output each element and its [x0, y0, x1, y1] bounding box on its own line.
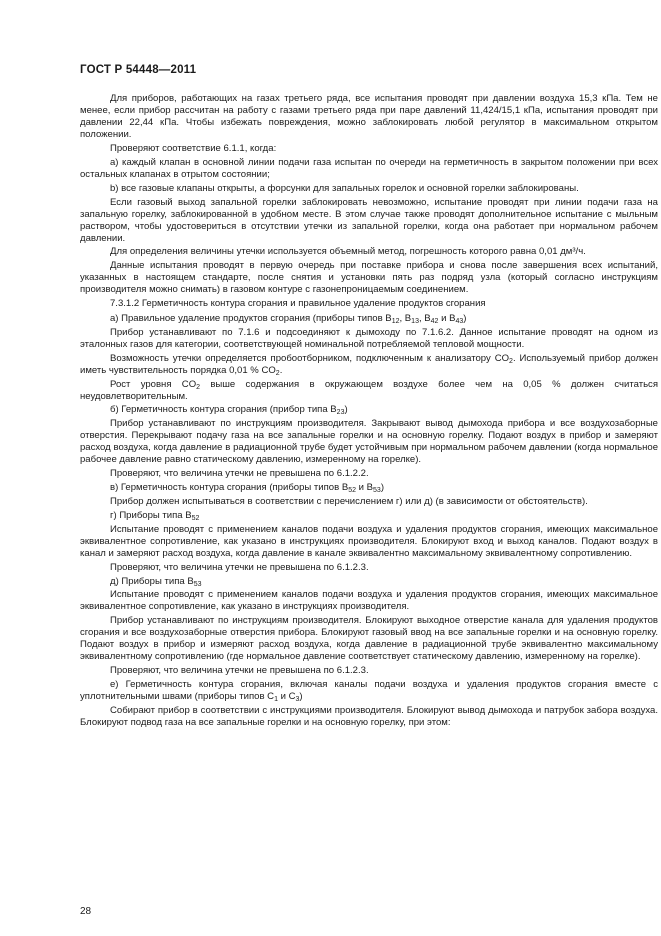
- subsection-heading: в) Герметичность контура сгорания (приборы типов $B_{52}$ и $B_{53}$): [110, 482, 384, 495]
- paragraph: Для определения величины утечки используется объемный метод, погрешность которого равна 0,01 дм³/ч.: [110, 246, 586, 258]
- paragraph: Прибор устанавливают по 7.1.6 и подсоединяют к дымоходу по 7.1.6.2. Данное испытание проводят на одном из эталонных газов для категории, соответствующей номинальной потребляемой тепловой мощности.: [80, 326, 658, 350]
- paragraph: Данные испытания проводят в первую очередь при поставке прибора и снова после завершения всех испытаний, указанных в настоящем стандарте, после снятия и установки пять раз подряд узла (который согласно инструкциям производителя можно снимать) в газовом контуре с газонепроницаемым соединением.: [80, 260, 658, 296]
- paragraph: Прибор должен испытываться в соответствии с перечислением г) или д) (в зависимости от обстоятельств).: [110, 495, 588, 507]
- paragraph: Проверяют соответствие 6.1.1, когда:: [110, 142, 277, 154]
- subsection-heading: е) Герметичность контура сгорания, включая каналы подачи воздуха и удаления продуктов сгорания вместе с уплотнительными швами (приборы типов $C_1$ и $C_3$): [80, 679, 658, 704]
- paragraph: Для приборов, работающих на газах третьего ряда, все испытания проводят при давлении воздуха 15,3 кПа. Тем не менее, если прибор рассчитан на работу с газами третьего ряда при паре давлений 11,424/15,1 кПа, испытания проводят при давлении 22,44 кПа. Чтобы избежать повреждения, можно заблокировать любой регулятор в максимальном открытом положении.: [80, 93, 658, 140]
- page-header: ГОСТ Р 54448—2011: [80, 64, 197, 76]
- paragraph: Если газовый выход запальной горелки заблокировать невозможно, испытание проводят при линии подачи газа на запальную горелку, заблокированной в удобном месте. В этом случае также проводят дополнительное испытание с мыльным раствором, чтобы удостовериться в отсутствии утечки из запальной горелки, когда она работает при нормальном рабочем давлении.: [80, 196, 658, 244]
- paragraph: Прибор устанавливают по инструкциям производителя. Закрывают вывод дымохода прибора и все воздухозаборные отверстия. Перекрывают подачу газа на все запальные горелки и на основную горелку. Подают воздух в прибор и замеряют расход воздуха, когда давление в радиационной трубе будет устойчивым при нормальном рабочем давлении (когда нормальное рабочее давление равно статическому давлению, измеренному на горелке).: [80, 418, 658, 466]
- paragraph: Испытание проводят с применением каналов подачи воздуха и удаления продуктов сгорания, имеющих максимальное эквивалентное сопротивление, как указано в инструкциях производителя.: [80, 589, 658, 613]
- section-heading: 7.3.1.2 Герметичность контура сгорания и правильное удаление продуктов сгорания: [110, 298, 486, 310]
- subsection-heading: а) Правильное удаление продуктов сгорания (приборы типов $B_{12}$, $B_{13}$, $B_{42}$ и $B_{43}$): [110, 312, 467, 325]
- subsection-heading: б) Герметичность контура сгорания (прибор типа $B_{23}$): [110, 404, 348, 417]
- paragraph: Собирают прибор в соответствии с инструкциями производителя. Блокируют вывод дымохода и патрубок забора воздуха. Блокируют подвод газа на все запальные горелки и на основную горелку, при этом:: [80, 704, 658, 728]
- paragraph: Проверяют, что величина утечки не превышена по 6.1.2.2.: [110, 468, 369, 480]
- document-body: [80, 93, 658, 731]
- paragraph: Проверяют, что величина утечки не превышена по 6.1.2.3.: [110, 561, 369, 573]
- paragraph: Прибор устанавливают по инструкциям производителя. Блокируют выходное отверстие канала для удаления продуктов сгорания и все воздухозаборные отверстия прибора. Блокируют газовый ввод на все запальные горелки и на основную горелку. Подают воздух в прибор и измеряют расход воздуха, когда давление в радиационной трубе эквивалентно максимальному эквивалентному сопротивлению (где нормальное давление соответствует статическому давлению, измеренному на горелке).: [80, 615, 658, 663]
- list-item: b) все газовые клапаны открыты, а форсунки для запальных горелок и основной горелки заблокированы.: [110, 182, 579, 194]
- subsection-heading: г) Приборы типа $B_{52}$: [110, 509, 200, 522]
- subsection-heading: д) Приборы типа $B_{53}$: [110, 575, 202, 588]
- list-item: а) каждый клапан в основной линии подачи газа испытан по очереди на герметичность в закрытом положении при всех остальных клапанах в отрытом состоянии;: [80, 156, 658, 180]
- paragraph: Испытание проводят с применением каналов подачи воздуха и удаления продуктов сгорания, имеющих максимальное эквивалентное сопротивление, как указано в инструкциях производителя. Блокируют вход и выход каналов. Подают воздух в канал и замеряют расход воздуха, когда давление в канале эквивалентно максимальному эквивалентному сопротивлению.: [80, 523, 658, 559]
- paragraph: Возможность утечки определяется пробоотборником, подключенным к анализатору $CO_2$. Используемый прибор должен иметь чувствительность порядка 0,01 % $CO_2$.: [80, 352, 658, 377]
- paragraph: Проверяют, что величина утечки не превышена по 6.1.2.3.: [110, 665, 369, 677]
- paragraph: Рост уровня $CO_2$ выше содержания в окружающем воздухе более чем на 0,05 % должен считаться неудовлетворительным.: [80, 378, 658, 402]
- page-number: 28: [80, 906, 92, 917]
